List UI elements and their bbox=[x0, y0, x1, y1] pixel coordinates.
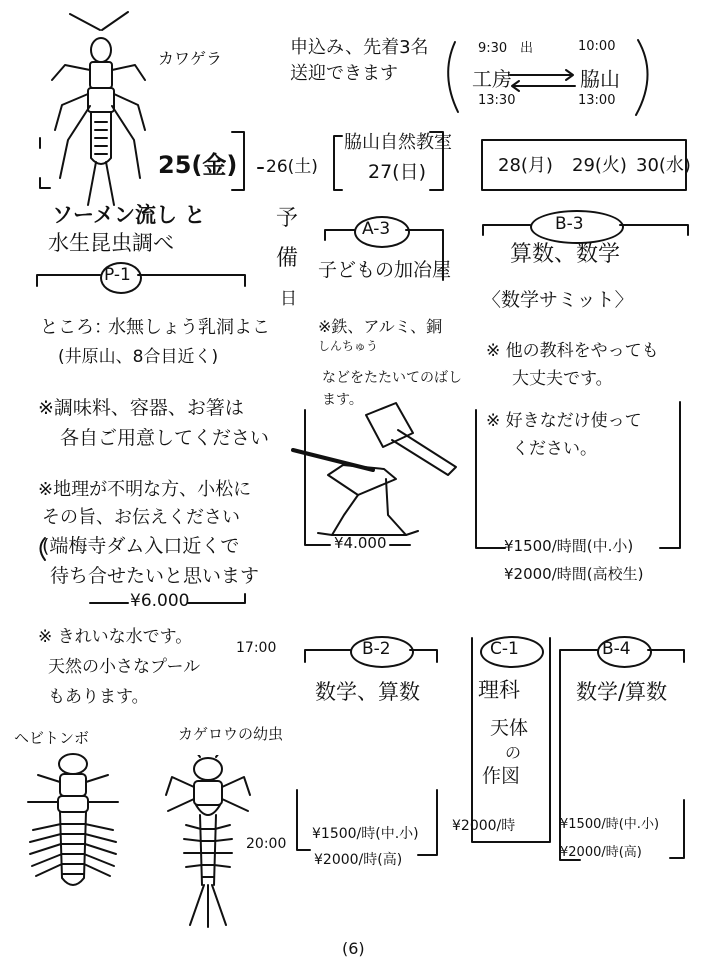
b4-price-1: ¥1500/時(中.小) bbox=[560, 817, 660, 832]
date-29: 29(火) bbox=[572, 155, 627, 176]
page-number: (6) bbox=[342, 939, 365, 958]
date-26: 26(土) bbox=[266, 157, 318, 177]
c1-code: C-1 bbox=[490, 639, 519, 659]
date-30: 30(水) bbox=[636, 155, 691, 176]
date-28: 28(月) bbox=[498, 155, 553, 176]
b3-note1-line1: ※ 他の教科をやっても bbox=[486, 341, 659, 361]
b2-price-2: ¥2000/時(高) bbox=[314, 852, 403, 868]
a3-materials-4: ます。 bbox=[322, 392, 363, 408]
a3-price: ¥4.000 bbox=[334, 534, 387, 552]
p1-note-condiments-1: ※調味料、容器、お箸は bbox=[38, 397, 244, 419]
a3-code: A-3 bbox=[362, 219, 391, 239]
b2-code: B-2 bbox=[362, 639, 391, 659]
p1-price: ¥6.000 bbox=[130, 591, 190, 611]
reserve-day-2: 備 bbox=[276, 246, 299, 271]
shuttle-destination: 脇山 bbox=[580, 67, 620, 91]
insect-hellgrammite-label: ヘビトンボ bbox=[14, 729, 90, 747]
a3-materials-1: ※鉄、アルミ、銅 bbox=[318, 317, 443, 336]
c1-subtitle-1: 天体 bbox=[490, 717, 529, 739]
b4-title: 数学/算数 bbox=[576, 680, 668, 704]
outbound-depart-mark: 出 bbox=[520, 41, 534, 56]
b3-note1-line2: 大丈夫です。 bbox=[512, 369, 613, 389]
p1-note-condiments-2: 各自ご用意してください bbox=[60, 427, 270, 449]
c1-price: ¥2000/時 bbox=[452, 818, 516, 834]
b3-title: 算数、数学 bbox=[510, 242, 621, 267]
p1-location-detail: (井原山、8合目近く) bbox=[58, 347, 219, 367]
p1-note-directions-1: ※地理が不明な方、小松に bbox=[38, 479, 252, 500]
stonefly-label: カワゲラ bbox=[158, 49, 223, 68]
pickup-notice: 送迎できます bbox=[290, 63, 398, 84]
a3-title: 子どもの加冶屋 bbox=[318, 259, 452, 281]
b3-price-1: ¥1500/時間(中.小) bbox=[504, 537, 634, 555]
p1-water-note-1: ※ きれいな水です。 bbox=[38, 627, 193, 647]
p1-title-line1: ソーメン流し と bbox=[52, 203, 206, 227]
p1-water-note-3: もあります。 bbox=[48, 687, 149, 707]
outbound-arrive: 10:00 bbox=[578, 39, 616, 54]
c1-subtitle-3: 作図 bbox=[482, 765, 521, 787]
b4-price-2: ¥2000/時(高) bbox=[560, 845, 642, 860]
b3-price-2: ¥2000/時間(高校生) bbox=[504, 565, 644, 583]
b3-note2-line1: ※ 好きなだけ使って bbox=[486, 411, 642, 431]
p1-location-label: ところ： bbox=[40, 317, 112, 338]
b3-code: B-3 bbox=[555, 214, 584, 234]
outbound-depart: 9:30 bbox=[478, 41, 508, 56]
date-25: 25(金) bbox=[158, 151, 238, 179]
return-depart: 13:00 bbox=[578, 93, 616, 108]
b2-time-end: 20:00 bbox=[246, 836, 287, 852]
b3-note2-line2: ください。 bbox=[512, 439, 597, 459]
reserve-day-3: 日 bbox=[280, 289, 297, 309]
p1-note-directions-2: その旨、お伝えください bbox=[42, 507, 240, 528]
reserve-day-1: 予 bbox=[276, 206, 299, 231]
p1-note-directions-3: (端梅寺ダム入口近くで bbox=[42, 535, 240, 557]
p1-note-directions-4: 待ち合せたいと思います bbox=[50, 565, 260, 587]
shuttle-origin: 工房 bbox=[472, 67, 512, 91]
c1-subtitle-2: の bbox=[505, 743, 522, 762]
b2-price-1: ¥1500/時(中.小) bbox=[312, 826, 419, 842]
p1-code: P-1 bbox=[104, 265, 131, 285]
insect-mayfly-larva-label: カゲロウの幼虫 bbox=[178, 725, 284, 743]
p1-time-end: 17:00 bbox=[236, 640, 277, 656]
return-arrive: 13:30 bbox=[478, 93, 516, 108]
application-notice: 申込み、先着3名 bbox=[290, 37, 429, 58]
date-27: 27(日) bbox=[368, 161, 427, 183]
b4-code: B-4 bbox=[602, 639, 631, 659]
p1-title-line2: 水生昆虫調べ bbox=[48, 231, 174, 255]
c1-title: 理科 bbox=[478, 678, 520, 702]
p1-water-note-2: 天然の小さなプール bbox=[48, 657, 201, 677]
a3-materials-3: などをたたいてのばし bbox=[322, 370, 462, 386]
b3-subtitle: 〈数学サミット〉 bbox=[482, 289, 634, 311]
date-27-venue: 脇山自然教室 bbox=[344, 132, 452, 153]
a3-materials-2: しんちゅう bbox=[318, 339, 379, 353]
b2-title: 数学、算数 bbox=[315, 680, 420, 704]
p1-location: 水無しょう乳洞よこ bbox=[108, 317, 270, 338]
